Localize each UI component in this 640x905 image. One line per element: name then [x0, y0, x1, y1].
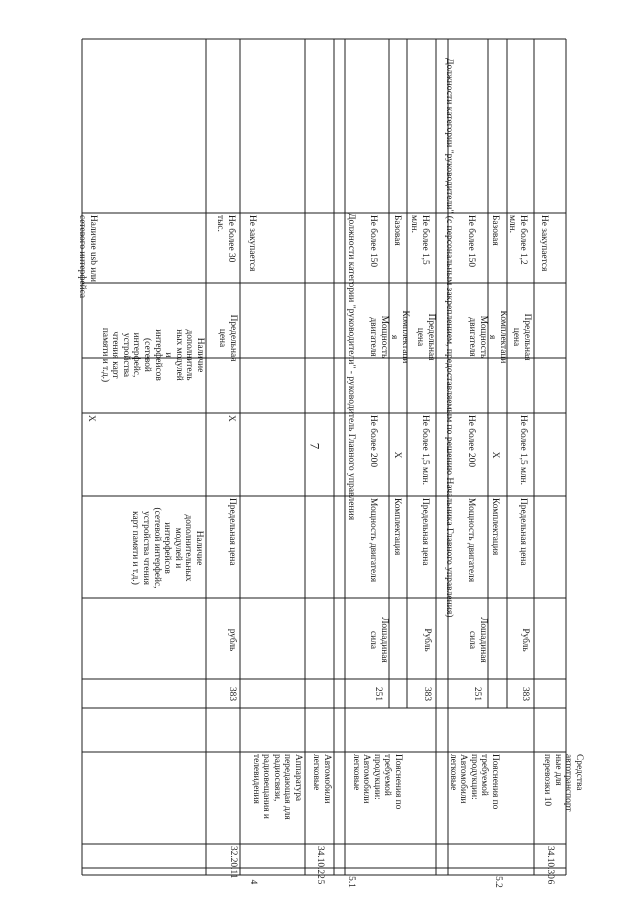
row-5-1-characteristic2-price: Предельная цена — [415, 313, 436, 361]
row-4-value2-modules: Наличие usb или сетевого интерфейса — [77, 215, 98, 299]
row-5-name: Автомобили легковые — [311, 754, 332, 804]
row-5-1-value2-equipment: Базовая — [392, 215, 402, 246]
row-5-2-characteristic-power: Мощность двигателя — [466, 498, 476, 583]
row-6-number: 6 — [545, 879, 555, 885]
row-5-value2: Не закупается — [247, 215, 257, 272]
row-5-1-name: Пояснения по требуемой продукции: Автомобили легковые — [350, 754, 403, 810]
row-5-2-value-equipment: Х — [490, 451, 500, 459]
row-5-1-value2-price: Не более 1,5 млн. — [409, 215, 430, 265]
row-4-value2-price: Не более 30 тыс. — [215, 215, 236, 263]
row-5-1-characteristic-equipment: Комплектация — [392, 498, 402, 556]
row-6-value2: Не закупается — [539, 215, 549, 272]
row-5-2-characteristic2-power: Мощность двигателя — [467, 315, 488, 359]
row-5-1-okei-unit-price: Рубль — [422, 628, 432, 652]
row-4-characteristic2-price: Предельная цена — [217, 314, 238, 362]
row-4-name: Аппаратура передающая для радиосвязи, радиовещания и телевидения — [250, 754, 303, 820]
row-5-2-value-power: Не более 200 — [466, 415, 476, 468]
row-5-1-value-power: Не более 200 — [368, 415, 378, 468]
row-5-2-okei-code-power: 251 — [472, 686, 482, 702]
page-number: 7 — [307, 442, 323, 450]
row-5-number: 5 — [315, 879, 325, 885]
row-5-2-okei-unit-power: Лошадиная сила — [467, 617, 488, 663]
row-5-1-okei-code-price: 383 — [422, 686, 432, 702]
row-5-2-name: Пояснения по требуемой продукции: Автомобили легковые — [447, 754, 500, 810]
row-6-code: 34.10.30 — [545, 846, 555, 879]
row-4-characteristic2-modules: Наличие дополнитель ных модулей и интерфейсов (сетевой интерфейс, устройства чтения карт памяти и т.д.) — [99, 327, 205, 383]
row-4-okei-code: 383 — [227, 686, 237, 702]
row-5-1-characteristic2-equipment: Комплектаци я — [389, 310, 410, 364]
row-5-1-characteristic-power: Мощность двигателя — [368, 498, 378, 583]
row-4-characteristic-price: Предельная цена — [227, 498, 237, 566]
row-5-2-okei-unit-price: Рубль — [520, 628, 530, 652]
row-5-2-value-price: Не более 1,5 млн. — [518, 415, 528, 485]
row-5-1-okei-unit-power: Лошадиная сила — [368, 617, 389, 663]
row-5-1-okei-code-power: 251 — [373, 686, 383, 702]
row-4-number: 4 — [248, 879, 258, 885]
row-5-2-value2-price: Не более 1,2 млн. — [507, 215, 528, 265]
row-5-1-characteristic2-power: Мощность двигателя — [368, 315, 389, 359]
row-4-okei-unit: рубль — [227, 628, 237, 652]
row-5-1-banner: Должности категории "руководители" - руководитель Главного управления — [346, 213, 357, 521]
row-4-characteristic-modules: Наличие дополнительных модулей и интерфейсов (сетевой интерфейс, устройства чтения карт памяти и т.д.) — [130, 507, 204, 589]
row-5-2-characteristic-price: Предельная цена — [518, 498, 528, 566]
row-5-2-characteristic2-price: Предельная цена — [511, 313, 532, 361]
row-5-1-value-price: Не более 1,5 млн. — [420, 415, 430, 485]
row-5-code: 34.10.22 — [315, 846, 325, 879]
row-5-1-value2-power: Не более 150 — [368, 215, 378, 268]
row-5-2-value2-power: Не более 150 — [466, 215, 476, 268]
row-5-2-banner: Должности категории "руководители" (с персональным закреплением, предоставляемым по решению Начальника Главного управления) — [444, 58, 455, 618]
row-4-value-price: Х — [226, 415, 236, 422]
row-4-code: 32.20.11 — [228, 846, 238, 879]
row-5-2-okei-code-price: 383 — [520, 686, 530, 702]
row-5-2-number: 5.2 — [493, 876, 503, 888]
row-5-1-characteristic-price: Предельная цена — [420, 498, 430, 566]
row-5-2-value2-equipment: Базовая — [490, 215, 500, 246]
row-5-2-characteristic-equipment: Комплектация — [490, 498, 500, 556]
row-5-1-value-equipment: Х — [392, 451, 402, 459]
row-5-1-number: 5.1 — [346, 876, 356, 888]
row-4-value-modules: Х — [86, 415, 96, 422]
row-5-2-characteristic2-equipment: Комплектаци я — [487, 310, 508, 364]
row-6-name: Средства автотранспорт ные для перевозки 10 — [542, 754, 584, 812]
